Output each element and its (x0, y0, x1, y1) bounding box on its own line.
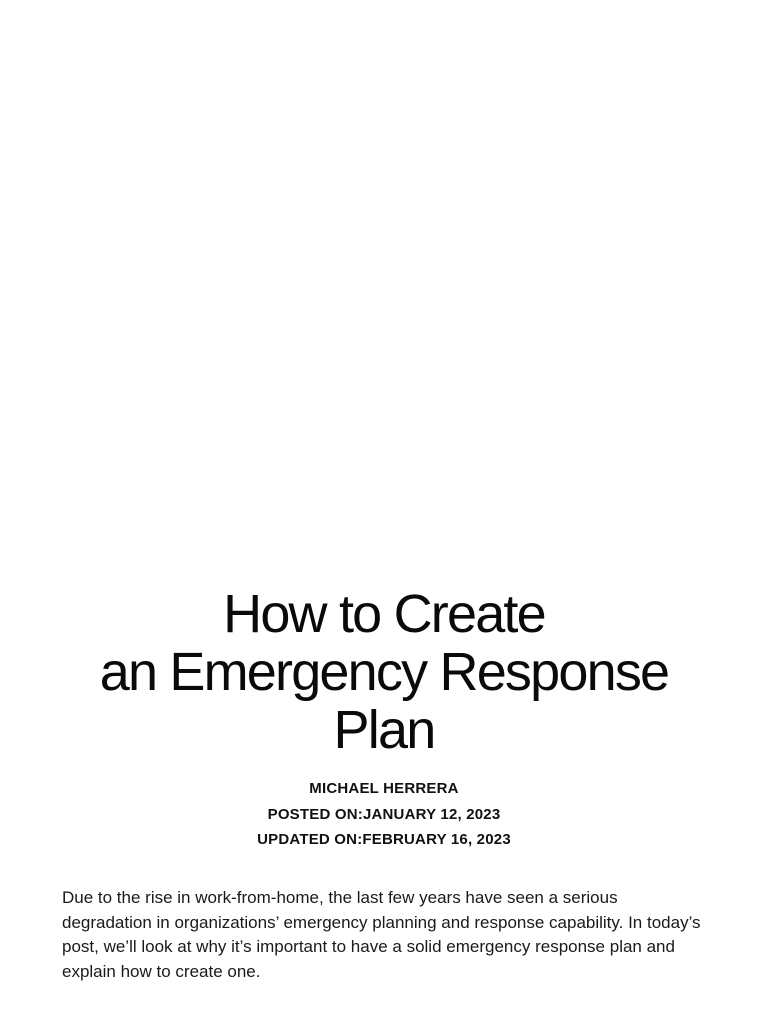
posted-date: POSTED ON:JANUARY 12, 2023 (267, 805, 501, 823)
updated-date: UPDATED ON:FEBRUARY 16, 2023 (257, 831, 511, 848)
author-name[interactable]: MICHAEL HERRERA (309, 780, 459, 797)
title-line: an Emergency Response (99, 642, 669, 702)
page-title (0, 585, 768, 759)
article-meta (0, 776, 768, 853)
intro-paragraph: Due to the rise in work-from-home, the last few years have seen a serious degradation in organizations’ emergency planning and response capability. In today’s post, we’ll look at why it’s important to have a solid emergency response plan and explain how to create one. (62, 888, 701, 981)
title-line: How to Create (223, 584, 545, 644)
title-line: Plan (333, 700, 435, 760)
